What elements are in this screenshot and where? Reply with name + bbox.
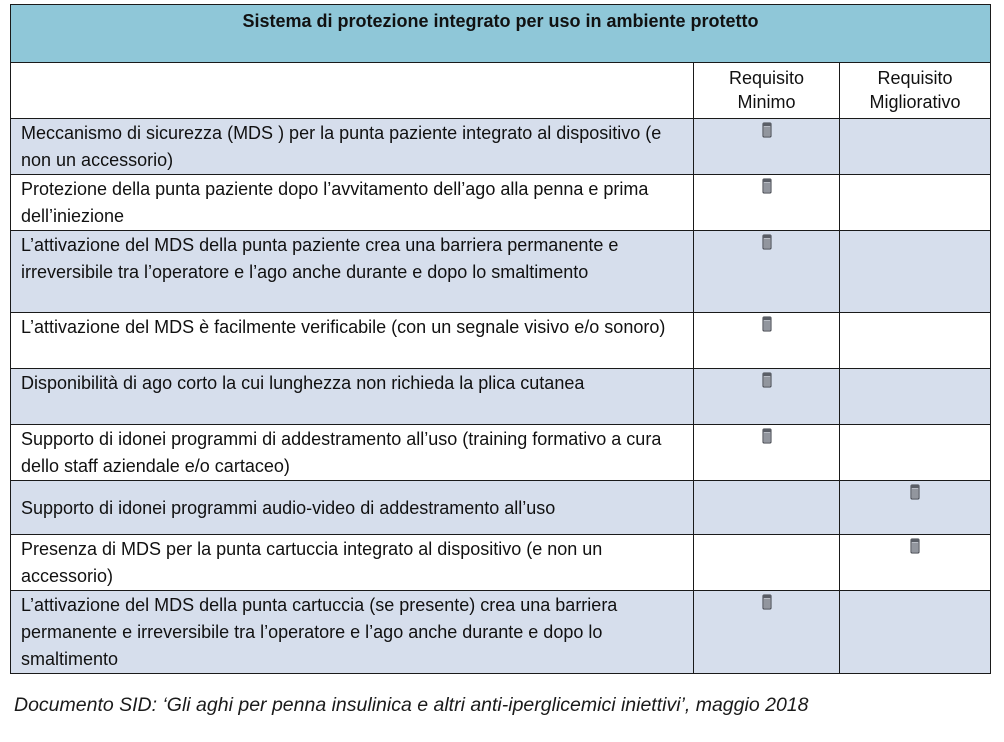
requisito-migliorativo-cell: [840, 591, 991, 674]
checkbox-marker-icon: [910, 538, 920, 554]
table-row: [11, 313, 991, 369]
checkbox-marker-icon: [762, 594, 772, 610]
header-min-line1: Requisito: [728, 68, 805, 88]
requirement-description: L’attivazione del MDS è facilmente verificabile (con un segnale visivo e/o sonoro): [11, 313, 694, 369]
table-row: [11, 231, 991, 313]
table-row: [11, 175, 991, 231]
checkbox-marker-icon: [762, 178, 772, 194]
requisito-minimo-cell: [694, 481, 840, 535]
requirement-description: Supporto di idonei programmi audio-video di addestramento all’uso: [11, 481, 694, 535]
requirement-description: Disponibilità di ago corto la cui lunghezza non richieda la plica cutanea: [11, 369, 694, 425]
requisito-migliorativo-cell: [840, 535, 991, 591]
table-row: [11, 119, 991, 175]
requisito-migliorativo-cell: [840, 481, 991, 535]
header-requisito-migliorativo: [840, 63, 991, 119]
requisito-minimo-cell: [694, 231, 840, 313]
checkbox-marker-icon: [762, 234, 772, 250]
caption: Documento SID: ‘Gli aghi per penna insulinica e altri anti-iperglicemici iniettivi’, maggio 2018: [14, 694, 809, 716]
checkbox-marker-icon: [762, 372, 772, 388]
table-row: [11, 425, 991, 481]
table-row: [11, 535, 991, 591]
requisito-migliorativo-cell: [840, 313, 991, 369]
table-title: Sistema di protezione integrato per uso in ambiente protetto: [11, 5, 991, 63]
requirement-description: Protezione della punta paziente dopo l’avvitamento dell’ago alla penna e prima dell’iniezione: [11, 175, 694, 231]
requirement-description: Supporto di idonei programmi di addestramento all’uso (training formativo a cura dello staff aziendale e/o cartaceo): [11, 425, 694, 481]
requirement-description: L’attivazione del MDS della punta paziente crea una barriera permanente e irreversibile tra l’operatore e l’ago anche durante e dopo lo smaltimento: [11, 231, 694, 313]
table-row: [11, 591, 991, 674]
header-min-line2: Minimo: [737, 92, 796, 112]
header-description: [11, 63, 694, 119]
checkbox-marker-icon: [762, 428, 772, 444]
requisito-minimo-cell: [694, 369, 840, 425]
requisito-minimo-cell: [694, 119, 840, 175]
requisito-minimo-cell: [694, 591, 840, 674]
requirement-description: L’attivazione del MDS della punta cartuccia (se presente) crea una barriera permanente e irreversibile tra l’operatore e l’ago anche durante e dopo lo smaltimento: [11, 591, 694, 674]
requisito-minimo-cell: [694, 175, 840, 231]
checkbox-marker-icon: [762, 316, 772, 332]
header-requisito-minimo: [694, 63, 840, 119]
requisito-migliorativo-cell: [840, 425, 991, 481]
requisito-minimo-cell: [694, 425, 840, 481]
header-imp-line2: Migliorativo: [869, 92, 961, 112]
table-row: [11, 481, 991, 535]
table-row: [11, 369, 991, 425]
requirements-table: [10, 4, 991, 674]
header-imp-line1: Requisito: [877, 68, 953, 88]
requirement-description: Presenza di MDS per la punta cartuccia integrato al dispositivo (e non un accessorio): [11, 535, 694, 591]
requisito-migliorativo-cell: [840, 369, 991, 425]
requisito-migliorativo-cell: [840, 231, 991, 313]
checkbox-marker-icon: [910, 484, 920, 500]
requisito-minimo-cell: [694, 313, 840, 369]
requisito-migliorativo-cell: [840, 175, 991, 231]
requisito-migliorativo-cell: [840, 119, 991, 175]
table-body: [11, 119, 991, 674]
checkbox-marker-icon: [762, 122, 772, 138]
header-row: [11, 63, 991, 119]
requisito-minimo-cell: [694, 535, 840, 591]
requirement-description: Meccanismo di sicurezza (MDS ) per la punta paziente integrato al dispositivo (e non un accessorio): [11, 119, 694, 175]
